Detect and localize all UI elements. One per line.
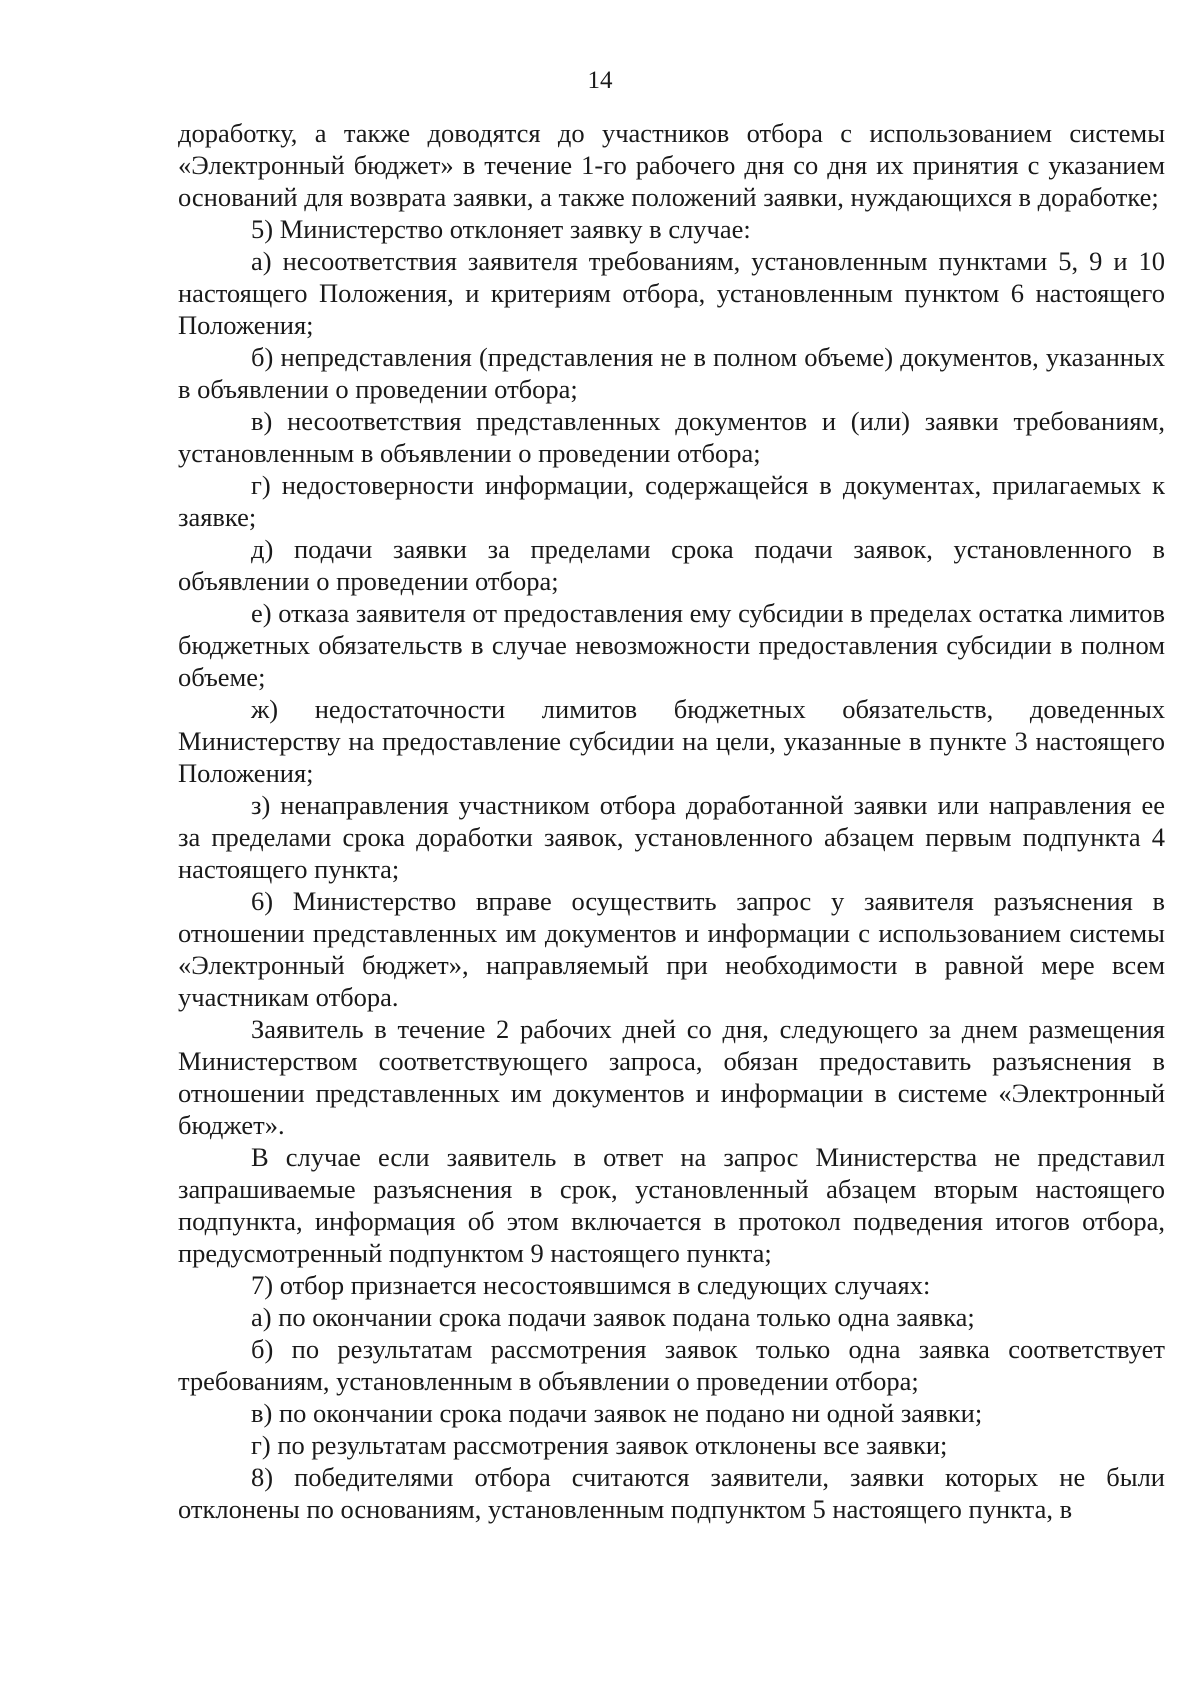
paragraph: г) по результатам рассмотрения заявок отклонены все заявки;: [251, 1430, 948, 1460]
paragraph: д) подачи заявки за пределами срока подачи заявок, установленного в объявлении о проведении отбора;: [178, 534, 1165, 596]
paragraph: Заявитель в течение 2 рабочих дней со дня, следующего за днем размещения Министерством соответствующего запроса, обязан предоставить разъяснения в отношении представленных им документов и информации в системе «Электронный бюджет».: [178, 1014, 1165, 1140]
paragraph: в) несоответствия представленных документов и (или) заявки требованиям, установленным в объявлении о проведении отбора;: [178, 406, 1165, 468]
paragraph: 8) победителями отбора считаются заявители, заявки которых не были отклонены по основаниям, установленным подпунктом 5 настоящего пункта, в: [178, 1462, 1165, 1524]
paragraph: б) по результатам рассмотрения заявок только одна заявка соответствует требованиям, установленным в объявлении о проведении отбора;: [178, 1334, 1165, 1396]
paragraph: б) непредставления (представления не в полном объеме) документов, указанных в объявлении о проведении отбора;: [178, 342, 1165, 404]
paragraph: ж) недостаточности лимитов бюджетных обязательств, доведенных Министерству на предоставление субсидии на цели, указанные в пункте 3 настоящего Положения;: [178, 694, 1165, 788]
paragraph: 7) отбор признается несостоявшимся в следующих случаях:: [251, 1270, 931, 1300]
document-body: [178, 117, 1165, 1525]
paragraph: е) отказа заявителя от предоставления ему субсидии в пределах остатка лимитов бюджетных обязательств в случае невозможности предоставления субсидии в полном объеме;: [178, 598, 1165, 692]
paragraph: г) недостоверности информации, содержащейся в документах, прилагаемых к заявке;: [178, 470, 1165, 532]
paragraph: в) по окончании срока подачи заявок не подано ни одной заявки;: [251, 1398, 983, 1428]
paragraph: а) по окончании срока подачи заявок подана только одна заявка;: [251, 1302, 975, 1332]
page-number: 14: [587, 67, 613, 94]
paragraph: 5) Министерство отклоняет заявку в случае:: [251, 214, 751, 244]
paragraph: доработку, а также доводятся до участников отбора с использованием системы «Электронный бюджет» в течение 1-го рабочего дня со дня их принятия с указанием оснований для возврата заявки, а также положений заявки, нуждающихся в доработке;: [178, 118, 1165, 212]
paragraph: 6) Министерство вправе осуществить запрос у заявителя разъяснения в отношении представленных им документов и информации с использованием системы «Электронный бюджет», направляемый при необходимости в равной мере всем участникам отбора.: [178, 886, 1165, 1012]
paragraph: В случае если заявитель в ответ на запрос Министерства не представил запрашиваемые разъяснения в срок, установленный абзацем вторым настоящего подпункта, информация об этом включается в протокол подведения итогов отбора, предусмотренный подпунктом 9 настоящего пункта;: [178, 1142, 1165, 1268]
paragraph: з) ненаправления участником отбора доработанной заявки или направления ее за пределами срока доработки заявок, установленного абзацем первым подпункта 4 настоящего пункта;: [178, 790, 1165, 884]
paragraph: а) несоответствия заявителя требованиям, установленным пунктами 5, 9 и 10 настоящего Положения, и критериям отбора, установленным пунктом 6 настоящего Положения;: [178, 246, 1165, 340]
